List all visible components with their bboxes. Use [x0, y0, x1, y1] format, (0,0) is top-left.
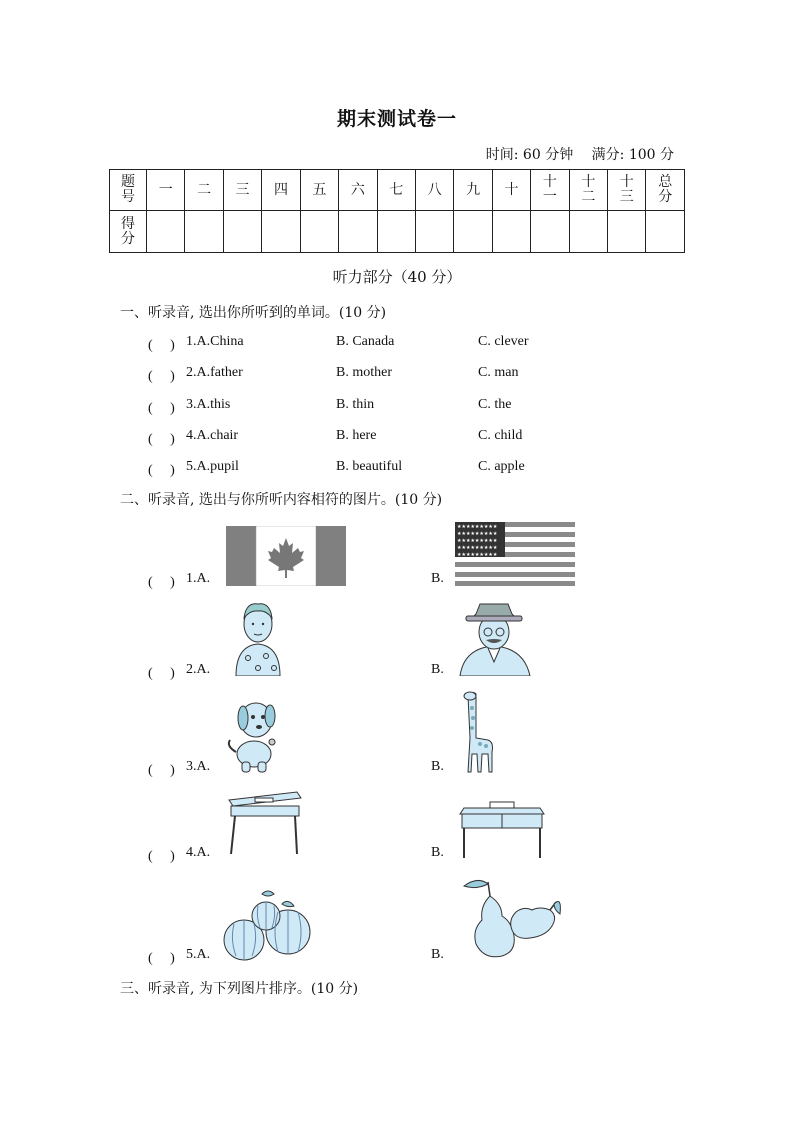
question-3-heading: 三、听录音, 为下列图片排序。(10 分) — [120, 981, 359, 997]
q1-item — [148, 334, 668, 354]
option-a-label: 2.A. — [186, 662, 211, 677]
pears-image — [456, 876, 564, 960]
q1-item — [148, 365, 668, 385]
score-cell[interactable] — [377, 211, 415, 253]
option-c: C. the — [478, 397, 512, 412]
score-col-header — [300, 170, 338, 211]
canada-flag-image — [226, 526, 346, 586]
answer-blank[interactable]: ( ) — [148, 401, 175, 416]
score-cell[interactable] — [646, 211, 685, 253]
svg-text:★★★★★★★★★: ★★★★★★★★★ — [457, 552, 498, 558]
time-limit: 时间: 60 分钟 — [485, 147, 574, 163]
option-a-label: 4.A. — [186, 845, 211, 860]
score-col-label: 五 — [312, 181, 327, 198]
score-table — [109, 169, 685, 253]
option-a: 2.A.father — [186, 365, 243, 380]
score-col-label: 十 二 — [581, 174, 596, 205]
score-cell[interactable] — [339, 211, 377, 253]
q1-item — [148, 459, 668, 479]
option-c: C. man — [478, 365, 519, 380]
score-cell[interactable] — [185, 211, 223, 253]
score-col-header — [262, 170, 300, 211]
score-cell[interactable] — [492, 211, 530, 253]
exam-meta — [472, 144, 674, 164]
score-col-header — [223, 170, 261, 211]
svg-text:★★★★★★★★★: ★★★★★★★★★ — [457, 531, 498, 537]
score-table-header-label — [110, 170, 147, 211]
answer-blank[interactable]: ( ) — [148, 763, 175, 778]
question-1-heading: 一、听录音, 选出你所听到的单词。(10 分) — [120, 305, 387, 321]
score-col-label: 七 — [389, 181, 404, 198]
score-col-header — [415, 170, 453, 211]
score-cell[interactable] — [531, 211, 569, 253]
score-col-label: 一 — [158, 181, 173, 198]
desk-a-image — [225, 788, 305, 858]
giraffe-image — [458, 688, 498, 776]
option-b: B. mother — [336, 365, 392, 380]
score-cell[interactable] — [608, 211, 646, 253]
score-col-header — [454, 170, 492, 211]
score-col-header — [569, 170, 607, 211]
option-a: 5.A.pupil — [186, 459, 239, 474]
score-cell[interactable] — [300, 211, 338, 253]
option-a-label: 1.A. — [186, 571, 211, 586]
svg-text:★★★★★★★★★: ★★★★★★★★★ — [457, 524, 498, 530]
score-col-label: 十 — [504, 181, 519, 198]
option-b-label: B. — [431, 845, 444, 860]
score-table-row-label — [110, 211, 147, 253]
score-col-label: 十 一 — [542, 174, 557, 205]
answer-blank[interactable]: ( ) — [148, 849, 175, 864]
full-score: 满分: 100 分 — [591, 147, 674, 163]
option-b: B. thin — [336, 397, 375, 412]
score-col-header — [608, 170, 646, 211]
option-c: C. child — [478, 428, 523, 443]
score-cell[interactable] — [147, 211, 185, 253]
score-col-header — [339, 170, 377, 211]
score-col-header — [147, 170, 185, 211]
svg-text:★★★★★★★★★: ★★★★★★★★★ — [457, 545, 498, 551]
row-label-text: 得 分 — [121, 215, 135, 247]
score-col-label: 六 — [350, 181, 365, 198]
q1-item — [148, 397, 668, 417]
question-2-heading: 二、听录音, 选出与你所听内容相符的图片。(10 分) — [120, 492, 443, 508]
score-col-label: 二 — [197, 181, 212, 198]
usa-flag-image — [455, 522, 575, 586]
answer-blank[interactable]: ( ) — [148, 951, 175, 966]
listening-section-heading: 听力部分（40 分） — [332, 268, 462, 286]
answer-blank[interactable]: ( ) — [148, 575, 175, 590]
answer-blank[interactable]: ( ) — [148, 463, 175, 478]
score-cell[interactable] — [415, 211, 453, 253]
score-col-label: 十 三 — [619, 174, 634, 205]
answer-blank[interactable]: ( ) — [148, 666, 175, 681]
watermelons-image — [222, 888, 318, 962]
score-col-label: 总 分 — [658, 174, 673, 205]
page-title: 期末测试卷一 — [336, 108, 457, 130]
option-b: B. beautiful — [336, 459, 403, 474]
answer-blank[interactable]: ( ) — [148, 369, 175, 384]
score-cell[interactable] — [262, 211, 300, 253]
score-cell[interactable] — [223, 211, 261, 253]
option-b-label: B. — [431, 571, 444, 586]
q1-item — [148, 428, 668, 448]
score-col-header — [185, 170, 223, 211]
score-col-label: 三 — [235, 181, 250, 198]
option-a: 3.A.this — [186, 397, 231, 412]
answer-blank[interactable]: ( ) — [148, 432, 175, 447]
option-b-label: B. — [431, 947, 444, 962]
score-col-label: 九 — [466, 181, 481, 198]
option-b: B. here — [336, 428, 377, 443]
score-cell[interactable] — [569, 211, 607, 253]
dog-image — [226, 696, 284, 774]
score-col-header — [646, 170, 685, 211]
option-b-label: B. — [431, 662, 444, 677]
option-a: 4.A.chair — [186, 428, 239, 443]
option-a-label: 5.A. — [186, 947, 211, 962]
grandmother-image — [230, 598, 286, 676]
score-cell[interactable] — [454, 211, 492, 253]
desk-b-image — [458, 798, 546, 858]
svg-text:★★★★★★★★★: ★★★★★★★★★ — [457, 538, 498, 544]
option-c: C. apple — [478, 459, 525, 474]
option-b: B. Canada — [336, 334, 395, 349]
score-col-header — [377, 170, 415, 211]
answer-blank[interactable]: ( ) — [148, 338, 175, 353]
score-col-header — [492, 170, 530, 211]
option-a: 1.A.China — [186, 334, 244, 349]
option-c: C. clever — [478, 334, 529, 349]
option-a-label: 3.A. — [186, 759, 211, 774]
header-label-text: 题 号 — [121, 174, 135, 205]
score-col-label: 八 — [427, 181, 442, 198]
grandfather-image — [456, 602, 534, 676]
score-col-label: 四 — [273, 181, 288, 198]
option-b-label: B. — [431, 759, 444, 774]
score-col-header — [531, 170, 569, 211]
